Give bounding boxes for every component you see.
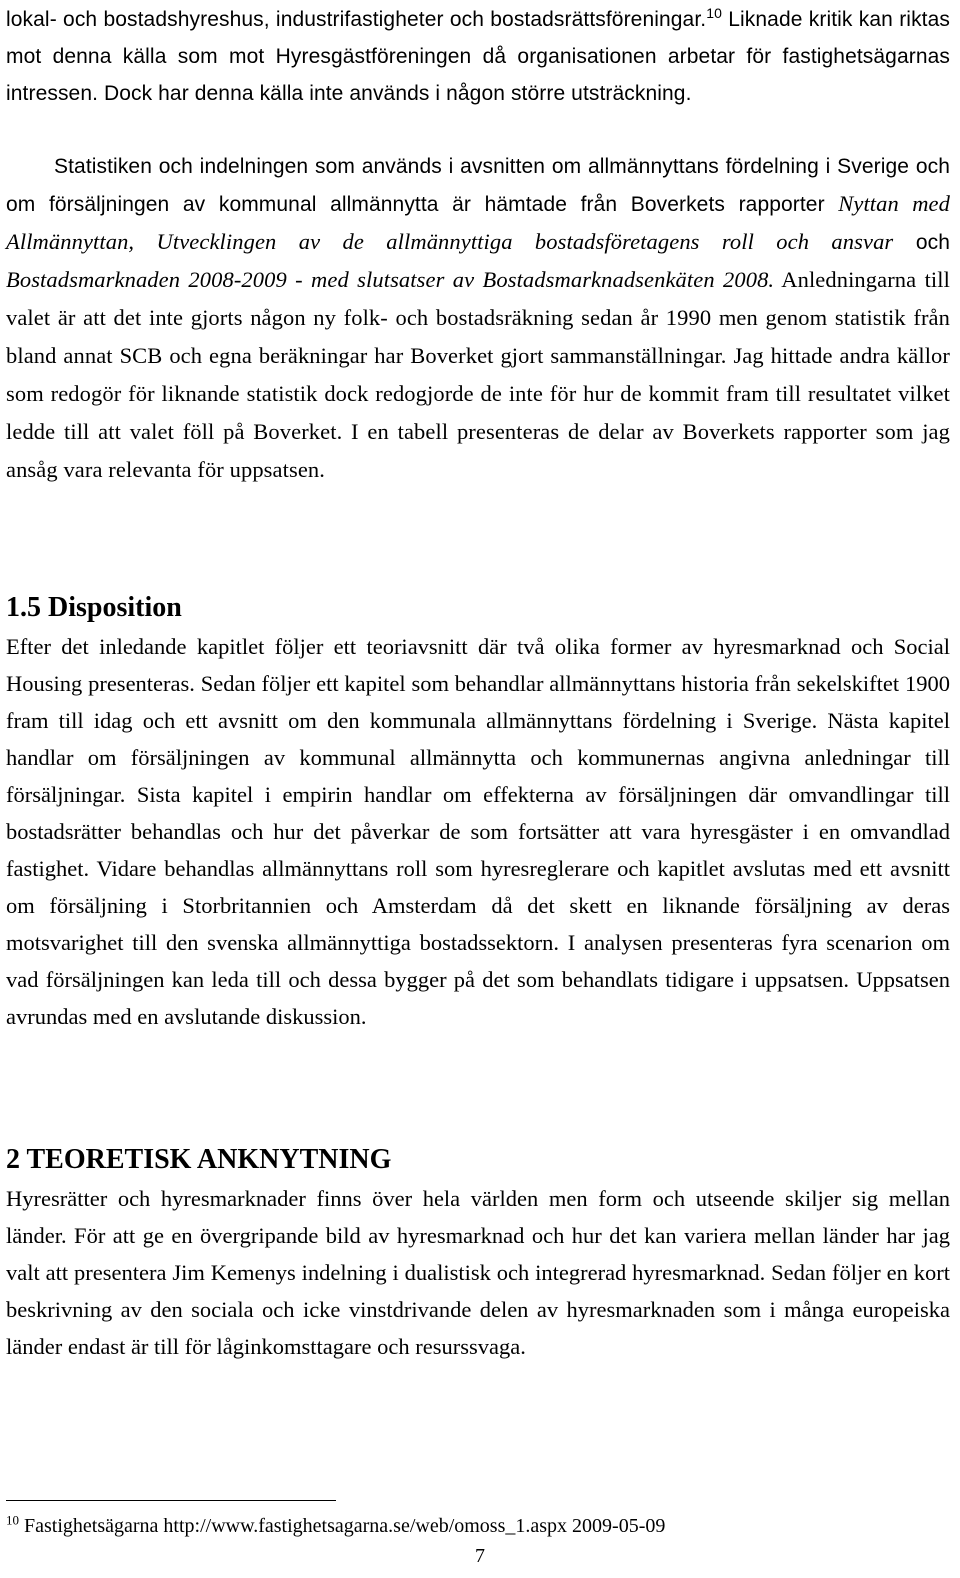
paragraph-text: Anledningarna till valet är att det inte gjorts någon ny folk- och bostadsräkning sedan år 1990 men genom statistik från bland annat SCB och egna beräkningar har Boverket gjort sammanställningar. Jag hittade andra källor som redogör för liknande statistik dock redogjorde de inte för hur de kommit fram till resultatet vilket ledde till att valet föll på Boverket. I en tabell presenteras de delar av Boverkets rapporter som jag ansåg vara relevanta för uppsatsen. (6, 267, 950, 482)
paragraph-statistics-sources (6, 148, 950, 489)
footnote-number: 10 (6, 1512, 19, 1528)
page-number: 7 (475, 1545, 485, 1567)
paragraph-text: lokal- och bostadshyreshus, industrifastigheter och bostadsrättsföreningar. (6, 8, 707, 31)
footnote-reference: 10 (706, 5, 722, 21)
paragraph-sources-intro (6, 1, 950, 112)
paragraph-text: Liknade kritik kan riktas mot denna källa som mot Hyresgästföreningen då organisationen arbetar för fastighetsägarnas intressen. Dock har denna källa inte används i någon större utsträckning. (6, 8, 950, 105)
paragraph-text: och (893, 231, 950, 254)
footnote (6, 1512, 665, 1540)
footnote-text: Fastighetsägarna http://www.fastighetsagarna.se/web/omoss_1.aspx 2009-05-09 (24, 1515, 666, 1537)
section-heading-teoretisk-anknytning: 2 TEORETISK ANKNYTNING (6, 1144, 392, 1175)
paragraph-disposition: Efter det inledande kapitlet följer ett teoriavsnitt där två olika former av hyresmarknad och Social Housing presenteras. Sedan följer ett kapitel som behandlar allmännyttans historia från sekelskiftet 1900 fram till idag och ett avsnitt om den kommunala allmännyttans fördelning i Sverige. Nästa kapitel handlar om försäljningen av kommunal allmännytta och kommunernas angivna anledningar till försäljningar. Sista kapitel i empirin handlar om effekterna av försäljningen där omvandlingar till bostadsrätter behandlas och hur det påverkar de som fortsätter att vara hyresgäster i en omvandlad fastighet. Vidare behandlas allmännyttans roll som hyresreglerare och kapitlet avslutas med ett avsnitt om försäljning i Storbritannien och Amsterdam då det skett en liknande försäljning av deras motsvarighet till den svenska allmännyttiga bostadssektorn. I analysen presenteras fyra scenarion om vad försäljningen kan leda till och dessa bygger på det som behandlats tidigare i uppsatsen. Uppsatsen avrundas med en avslutande diskussion. (6, 634, 950, 1029)
paragraph-theory-intro: Hyresrätter och hyresmarknader finns över hela världen men form och utseende skiljer sig mellan länder. För att ge en övergripande bild av hyresmarknad och hur det kan variera mellan länder har jag valt att presentera Jim Kemenys indelning i dualistisk och integrerad hyresmarknad. Sedan följer en kort beskrivning av den sociala och icke vinstdrivande delen av hyresmarknaden som i många europeiska länder endast är till för låginkomsttagare och resurssvaga. (6, 1186, 950, 1359)
report-title: Nyttan med Allmännyttan, Utvecklingen av de allmännyttiga bostadsföretagens roll och ansvar (6, 191, 950, 254)
section-heading-disposition: 1.5 Disposition (6, 592, 182, 623)
paragraph-text: Statistiken och indelningen som används i avsnitten om allmännyttans fördelning i Sverige och om försäljningen av kommunal allmännytta är hämtade från Boverkets rapporter (6, 155, 950, 216)
report-title: Bostadsmarknaden 2008-2009 - med slutsatser av Bostadsmarknadsenkäten 2008. (6, 267, 775, 292)
footnote-divider (6, 1500, 336, 1501)
